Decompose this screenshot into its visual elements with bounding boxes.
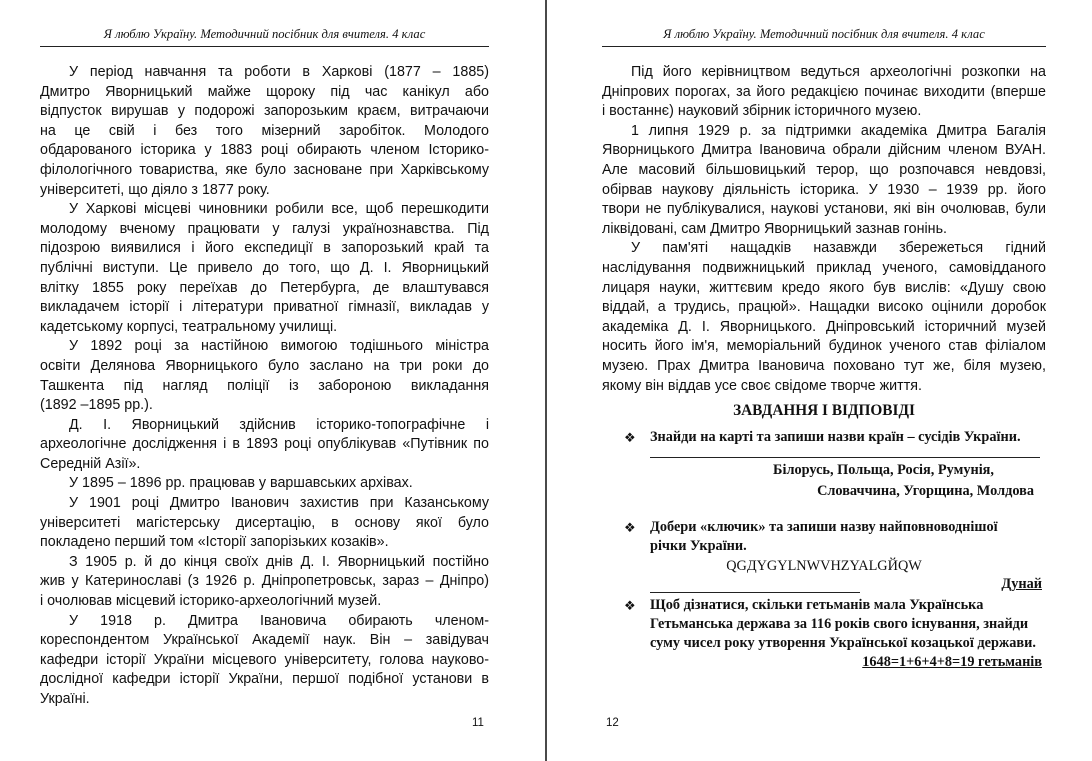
text-line: (1892 –1895 рр.). (40, 397, 153, 414)
task-question: Знайди на карті та запиши назви країн – сусідів України. (650, 429, 1021, 445)
text-line: покладено перший том «Історії запорізьких козаків». (40, 534, 389, 551)
text-line: лицаря науки, життєвим кредо якого був вислів: «Душу свою (602, 279, 1046, 296)
text-line: підозрою виявилися і його експедиції в запорозький край та (40, 240, 489, 257)
text-line: Середній Азії». (40, 455, 141, 472)
text-line: університеті, що діяло з 1877 року. (40, 181, 270, 198)
text-line: жив у Катеринославі (з 1926 р. Дніпропетровськ, зараз – Дніпро) (40, 573, 489, 590)
right-page-body (602, 63, 1046, 396)
paragraph (40, 474, 489, 494)
text-line: молодому вченому працювати у галузі українознавства. Під (40, 220, 489, 237)
paragraph (602, 239, 1046, 396)
cipher-answer-row (602, 576, 1046, 596)
paragraph (40, 416, 489, 475)
text-line: У 1892 році за настійною вимогою тодішнього міністра (69, 338, 489, 355)
diamond-bullet-icon: ❖ (624, 598, 636, 613)
tasks-title: ЗАВДАННЯ І ВІДПОВІДІ (733, 402, 915, 419)
paragraph (40, 553, 489, 612)
text-line: Україні. (40, 691, 90, 707)
text-line: Дніпрових порогах, за його редакцією починає виходити (вперше (602, 83, 1046, 100)
text-line: віддай, а трудись, працюй». Нащадки високо оцінили доробок (602, 299, 1046, 316)
text-line: кореспондентом Української Академії наук. Він – завідувач (40, 632, 489, 649)
text-line: дослідної кафедри історії України, першої подібної установи в (40, 671, 489, 688)
text-line: якому він віддав усе своє свідоме творче життя. (602, 377, 922, 394)
task-hetmans (602, 596, 1046, 653)
text-line: публічні виступи. Це привело до того, що Д. І. Яворницький (40, 259, 489, 276)
text-line: кадетському корпусі, театральному училищі. (40, 318, 338, 335)
text-line: Д. І. Яворницький здійснив історико-топографічне і (69, 416, 489, 433)
task-neighbors (602, 428, 1046, 447)
task-question: Щоб дізнатися, скільки гетьманів мала Українська (650, 597, 984, 613)
text-line: У 1895 – 1896 рр. працював у варшавських архівах. (69, 475, 413, 492)
text-line: носить його ім'я, меморіальний будинок ученого став філіалом (602, 338, 1046, 355)
task-question: Добери «ключик» та запиши назву найповноводнішої (650, 519, 998, 535)
task-question: суму чисел року утворення Української козацької держави. (650, 635, 1036, 651)
text-line: З 1905 р. й до кінця своїх днів Д. І. Яворницький постійно (69, 553, 489, 570)
text-line: 1 липня 1929 р. за підтримки академіка Дмитра Багалія (631, 122, 1046, 139)
text-line: академіка Д. І. Яворницького. Дніпровський історичний музей (602, 318, 1046, 335)
answer-line (650, 447, 1040, 458)
page-number: 11 (472, 717, 484, 729)
text-line: і востаннє) науковий збірник історичного музею. (602, 103, 922, 120)
answer-line (650, 592, 860, 593)
text-line: У 1918 р. Дмитра Івановича обирають членом- (69, 612, 489, 629)
task-answer: 1648=1+6+4+8=19 гетьманів (862, 654, 1042, 670)
text-line: археологічне дослідження і в 1893 році опублікував «Путівник по (40, 436, 489, 453)
text-line: Але масовий більшовицький терор, що розпочався невдовзі, (602, 161, 1046, 178)
task-river (602, 518, 1046, 556)
text-line: Яворницького Дмитра Івановича обрали дійсним членом ВУАН. (602, 142, 1046, 159)
text-line: наслідування подвижницький приклад ученого, самовідданого (602, 259, 1046, 276)
text-line: музею. Прах Дмитра Івановича поховано тут же, біля музею, (602, 357, 1046, 374)
text-line: ліквідовані, сам Дмитро Яворницький зазнав гонінь. (602, 220, 947, 237)
tasks-section (602, 400, 1046, 672)
text-line: на це свій і без того мізерний заробіток. Молодого (40, 122, 489, 139)
text-line: Дмитро Яворницький майже щороку під час канікул або (40, 83, 489, 100)
text-line: У пам'яті нащадків назавжди збережеться гідний (631, 240, 1046, 257)
text-line: освіти Делянова Яворницького було заслано на три роки до (40, 357, 489, 374)
text-line: обірвав наукову діяльність історика. У 1930 – 1939 рр. його (602, 181, 1046, 198)
cipher-string: QGДYGYLNWVHZYALGЙQW (726, 558, 922, 574)
paragraph (40, 200, 489, 337)
text-line: У Харкові місцеві чиновники робили все, щоб перешкодити (69, 201, 489, 218)
text-line: викладачем історії і літератури приватної гімназії, викладав у (40, 299, 489, 316)
task-answer: Дунай (1001, 576, 1042, 592)
paragraph (40, 494, 489, 553)
page-number: 12 (606, 717, 619, 729)
header-rule (40, 46, 489, 47)
text-line: кафедри історії України місцевого університету, голова науково- (40, 651, 489, 668)
text-line: відпусток вирушав у подорожі запорозьким краєм, витрачаючи (40, 103, 489, 120)
text-line: Ташкента під нагляд поліції із забороною викладання (40, 377, 489, 394)
text-line: Під його керівництвом ведуться археологічні розкопки на (631, 64, 1046, 80)
right-page (548, 0, 1092, 761)
running-header: Я люблю Україну. Методичний посібник для вчителя. 4 клас (103, 27, 426, 41)
task-answer: Словаччина, Угорщина, Молдова (817, 483, 1034, 499)
left-page (0, 0, 545, 761)
task-question: Гетьманська держава за 116 років свого існування, знайди (650, 616, 1029, 632)
running-header: Я люблю Україну. Методичний посібник для вчителя. 4 клас (663, 27, 985, 41)
text-line: У період навчання та роботи в Харкові (1877 – 1885) (69, 64, 489, 80)
text-line: університеті магістерську дисертацію, в основу якої було (40, 514, 489, 531)
text-line: влітку 1855 року переїхав до Петербурга, де влаштувався (40, 279, 489, 296)
text-line: філологічного товариства, яке було засноване при Харківському (40, 161, 489, 178)
task-answer: Білорусь, Польща, Росія, Румунія, (773, 462, 994, 478)
paragraph (40, 63, 489, 200)
text-line: і очолював місцевий історико-археологічний музей. (40, 593, 382, 610)
diamond-bullet-icon: ❖ (624, 520, 636, 535)
text-line: твори не публікувалися, наукові установи, які він очолював, були (602, 201, 1046, 218)
paragraph (602, 63, 1046, 122)
header-rule (602, 46, 1046, 47)
task-question: річки України. (650, 538, 747, 554)
diamond-bullet-icon: ❖ (624, 430, 636, 445)
text-line: обдарованого історика у 1883 році обирають членом Історико- (40, 142, 489, 159)
left-page-body (40, 63, 489, 710)
paragraph (602, 122, 1046, 240)
paragraph (40, 612, 489, 710)
text-line: У 1901 році Дмитро Іванович захистив при Казанському (69, 495, 489, 512)
paragraph (40, 337, 489, 415)
